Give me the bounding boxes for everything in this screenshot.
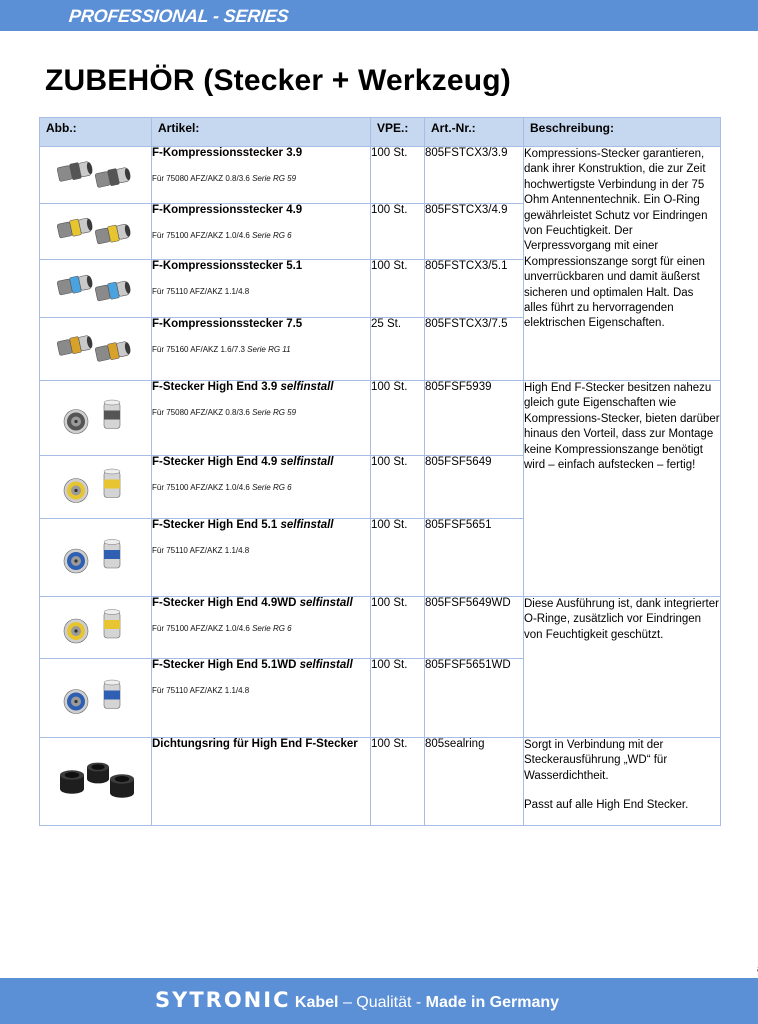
article-cell [152,738,371,826]
article-name: F-Stecker High End 4.9WD selfinstall [152,597,353,609]
product-image-cell [40,147,152,204]
article-cell [152,456,371,519]
vpe-cell: 100 St. [371,456,425,519]
vpe-cell: 100 St. [371,381,425,456]
footer-banner [0,978,758,1024]
product-image-cell [40,597,152,659]
article-note: Für 75110 AFZ/AKZ 1.1/4.8 [152,686,250,695]
article-name: F-Kompressionsstecker 7.5 [152,318,303,330]
article-name: Dichtungsring für High End F-Stecker [152,738,358,750]
article-number-cell: 805FSTCX3/5.1 [425,260,524,318]
article-name: F-Stecker High End 5.1 selfinstall [152,519,334,531]
table-row [40,381,721,456]
article-number-cell: 805FSTCX3/4.9 [425,204,524,260]
series-label: PROFESSIONAL - SERIES [68,6,290,26]
article-name: F-Stecker High End 3.9 selfinstall [152,381,334,393]
description-seal: Sorgt in Verbindung mit der Steckerausführung „WD“ für Wasserdichtheit. Passt auf alle High End Stecker. [524,738,721,826]
article-number-cell: 805FSF5649WD [425,597,524,659]
product-table [39,117,721,826]
article-cell [152,260,371,318]
article-cell [152,318,371,381]
footer-tagline: – Qualität - [338,994,426,1011]
header-artikel: Artikel: [152,118,371,147]
article-cell [152,597,371,659]
vpe-cell: 25 St. [371,318,425,381]
vpe-cell: 100 St. [371,260,425,318]
footer-kabel: Kabel [290,994,339,1011]
article-note: Für 75110 AFZ/AKZ 1.1/4.8 [152,546,250,555]
header-vpe: VPE.: [371,118,425,147]
article-cell [152,381,371,456]
product-image-cell [40,456,152,519]
product-image-cell [40,318,152,381]
article-note: Für 75100 AFZ/AKZ 1.0/4.6 Serie RG 6 [152,624,292,633]
description-high-end: High End F-Stecker besitzen nahezu gleich gute Eigenschaften wie Kompressions-Stecker, bieten darüber hinaus den Vorteil, dass zur Montage keine Kompressionszange benötigt wird – einfach aufstecken – fertig! [524,381,721,597]
article-name: F-Stecker High End 5.1WD selfinstall [152,659,353,671]
article-number-cell: 805FSF5651 [425,519,524,597]
sealing-ring-icon [40,738,151,824]
page-title: ZUBEHÖR (Stecker + Werkzeug) [45,64,512,97]
f-connector-icon [40,381,151,454]
article-cell [152,519,371,597]
compression-connector-icon [40,147,151,202]
f-connector-icon [40,597,151,657]
table-row [40,738,721,826]
article-note: Für 75160 AF/AKZ 1.6/7.3 Serie RG 11 [152,345,291,354]
article-name: F-Stecker High End 4.9 selfinstall [152,456,334,468]
product-image-cell [40,381,152,456]
description-compression: Kompressions-Stecker garantieren, dank ihrer Konstruktion, die zur Zeit hochwertigste Verbindung in der 75 Ohm Antennentechnik. Ein O-Ring gewährleistet Schutz vor Eindringen von Feuchtigkeit. Der Verpressvorgang mit einer Kompressionszange sorgt für einen unverrückbaren und damit äußerst sicheren und optimalen Halt. Das alles führt zu hervorragenden elektrischen Eigenschaften. [524,147,721,381]
article-note: Für 75110 AFZ/AKZ 1.1/4.8 [152,287,250,296]
article-number-cell: 805FSTCX3/7.5 [425,318,524,381]
article-number-cell: 805FSF5651WD [425,659,524,738]
vpe-cell: 100 St. [371,597,425,659]
product-image-cell [40,738,152,826]
article-note: Für 75100 AFZ/AKZ 1.0/4.6 Serie RG 6 [152,231,292,240]
description-wd: Diese Ausführung ist, dank integrierter O-Ringe, zusätzlich vor Eindringen von Feuchtigkeit geschützt. [524,597,721,738]
product-image-cell [40,204,152,260]
series-banner [0,0,758,31]
article-cell [152,147,371,204]
article-number-cell: 805sealring [425,738,524,826]
brand-logo: SYTRONIC [155,988,291,1012]
product-image-cell [40,260,152,318]
table-header-row [40,118,721,147]
product-image-cell [40,659,152,738]
article-cell [152,204,371,260]
vpe-cell: 100 St. [371,519,425,597]
article-number-cell: 805FSTCX3/3.9 [425,147,524,204]
vpe-cell: 100 St. [371,738,425,826]
header-beschreibung: Beschreibung: [524,118,721,147]
vpe-cell: 100 St. [371,147,425,204]
compression-connector-icon [40,318,151,379]
footer-made-in: Made in Germany [425,994,560,1011]
article-number-cell: 805FSF5649 [425,456,524,519]
compression-connector-icon [40,204,151,258]
page-number [731,928,751,978]
vpe-cell: 100 St. [371,204,425,260]
article-name: F-Kompressionsstecker 4.9 [152,204,303,216]
f-connector-icon [40,519,151,595]
compression-connector-icon [40,260,151,316]
vpe-cell: 100 St. [371,659,425,738]
table-row [40,147,721,204]
article-note: Für 75080 AFZ/AKZ 0.8/3.6 Serie RG 59 [152,408,297,417]
article-note: Für 75080 AFZ/AKZ 0.8/3.6 Serie RG 59 [152,174,297,183]
article-note: Für 75100 AFZ/AKZ 1.0/4.6 Serie RG 6 [152,483,292,492]
article-number-cell: 805FSF5939 [425,381,524,456]
product-image-cell [40,519,152,597]
article-name: F-Kompressionsstecker 3.9 [152,147,303,159]
header-art-nr: Art.-Nr.: [425,118,524,147]
f-connector-icon [40,659,151,736]
article-cell [152,659,371,738]
f-connector-icon [40,456,151,517]
header-abb: Abb.: [40,118,152,147]
table-row [40,597,721,659]
article-name: F-Kompressionsstecker 5.1 [152,260,303,272]
